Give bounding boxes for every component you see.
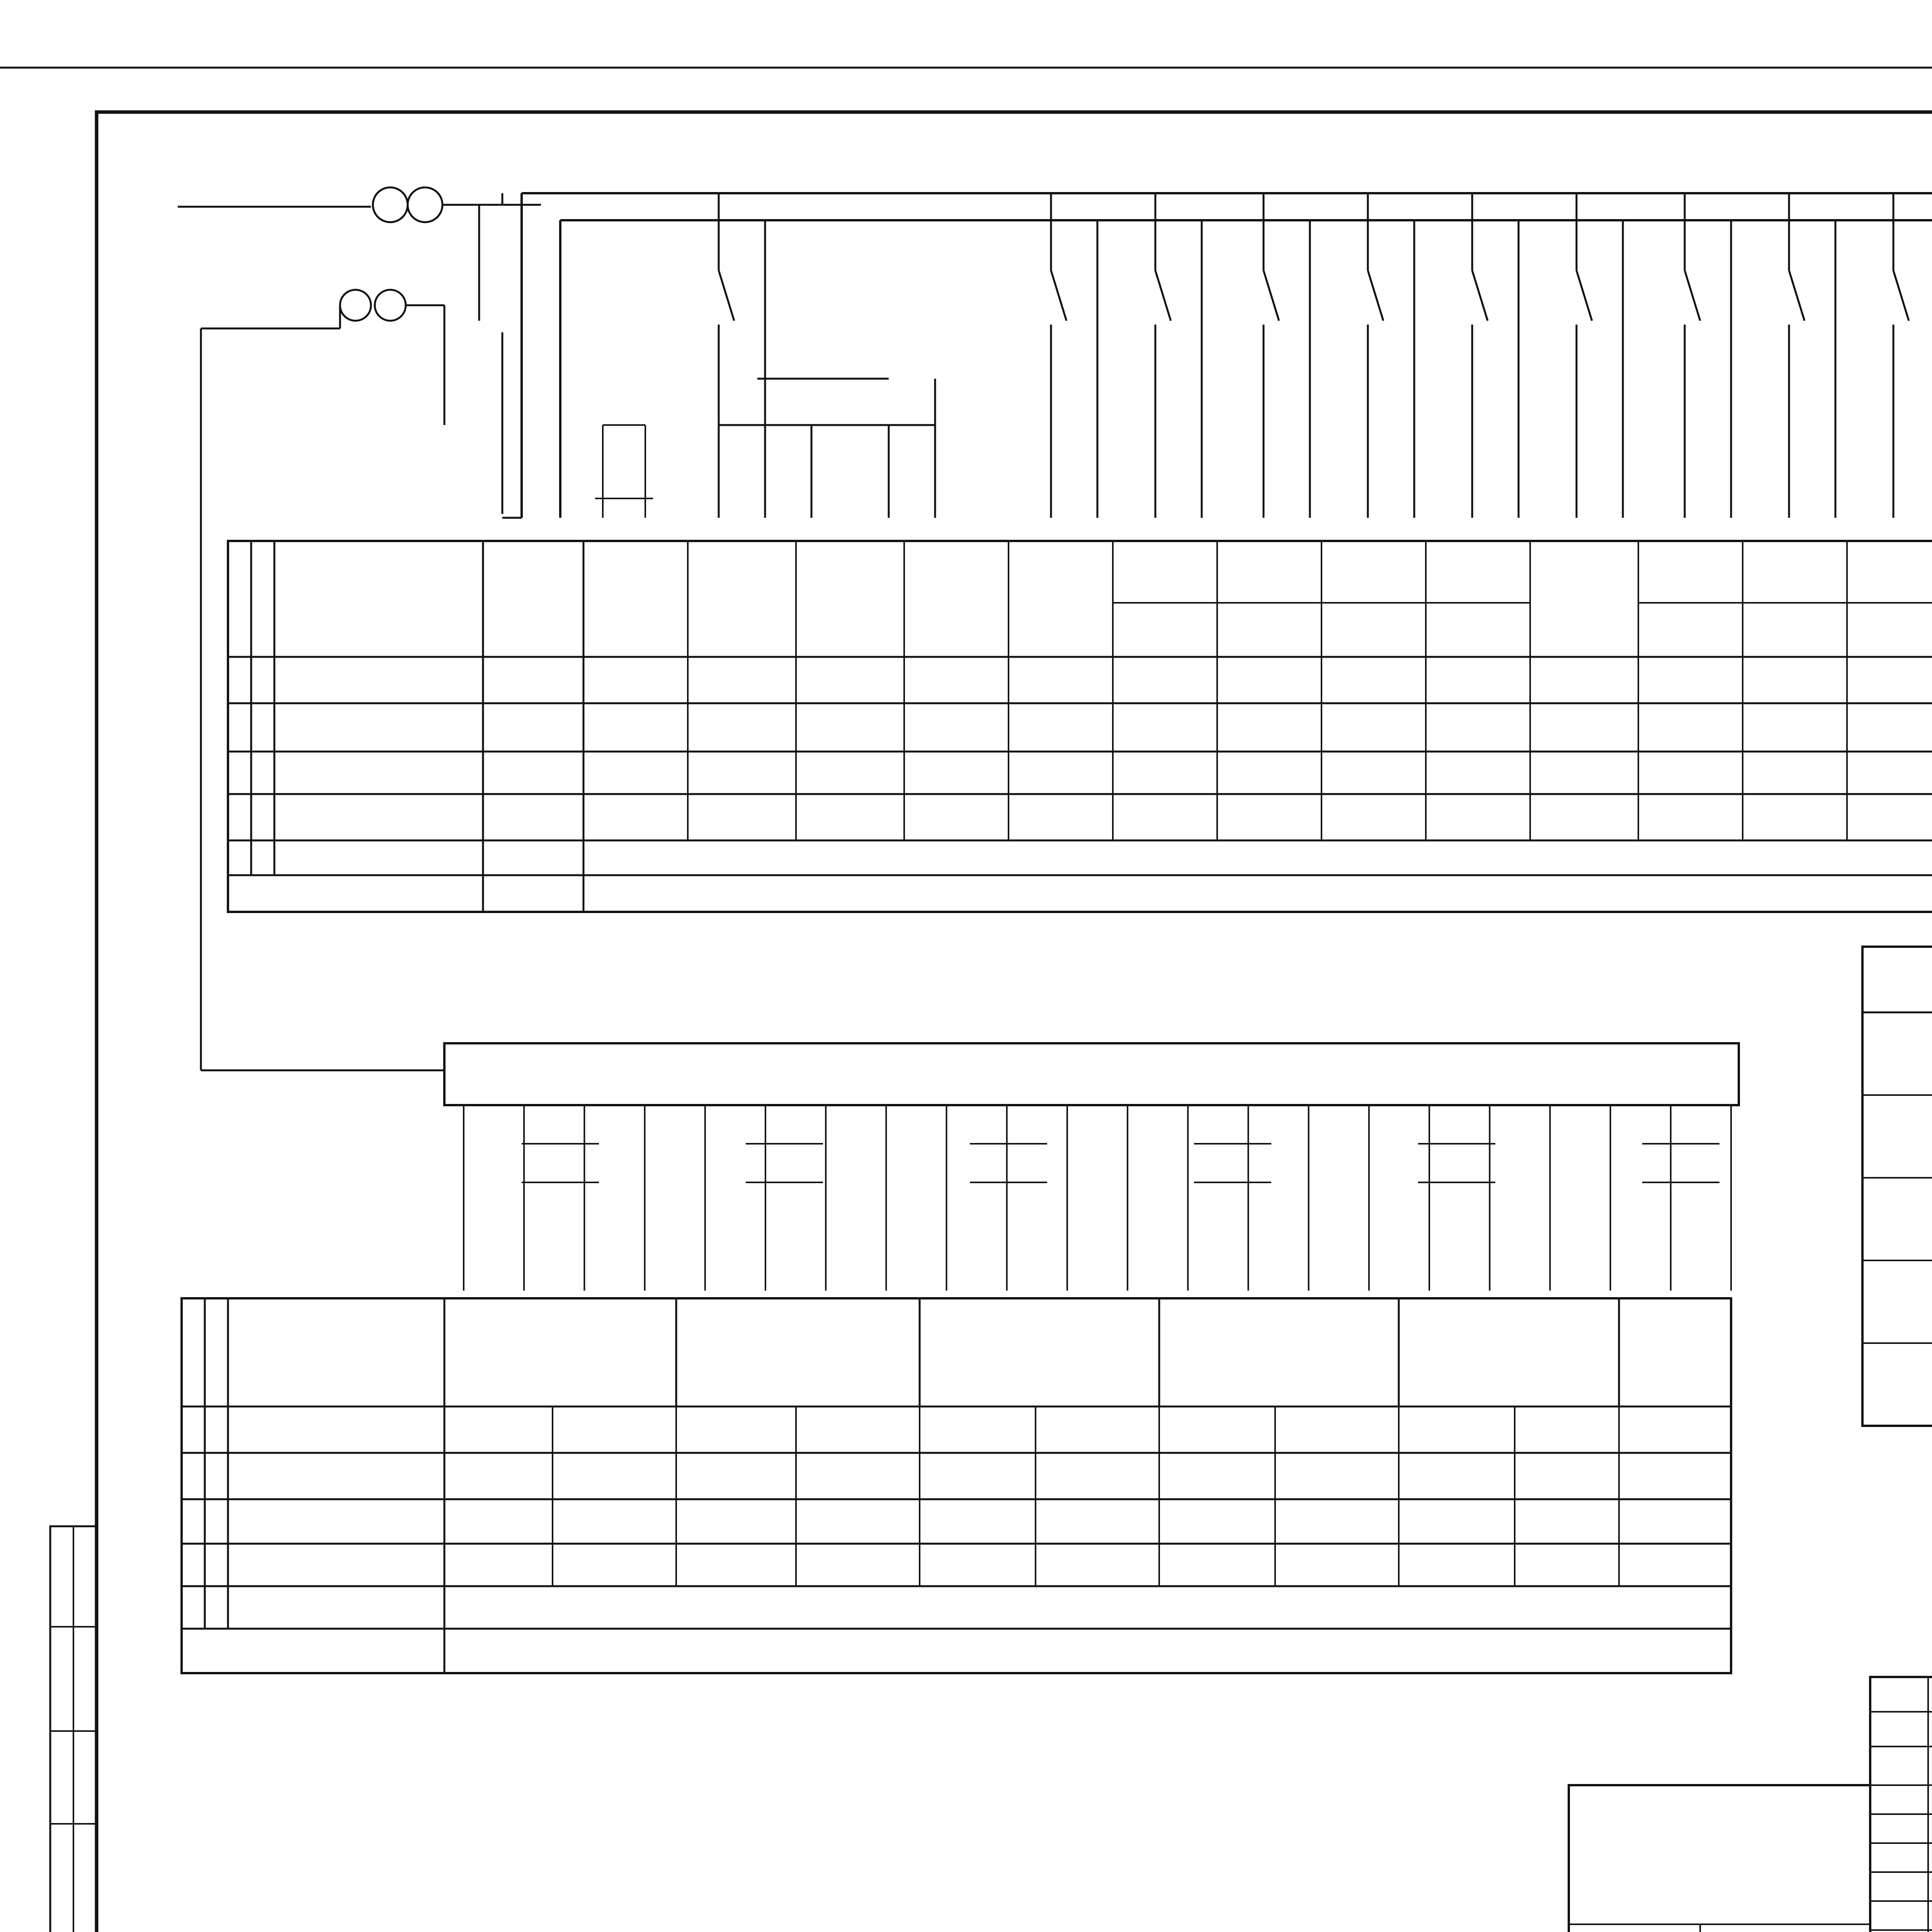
feeder-circle — [373, 187, 408, 222]
stamp-frame — [1870, 1677, 1932, 1932]
feeder-circle — [340, 290, 371, 321]
switch-contact — [1051, 270, 1066, 321]
switch-contact — [719, 270, 734, 321]
switch-contact — [1155, 270, 1171, 321]
drawing-frame — [97, 112, 1932, 1932]
switch-contact — [1685, 270, 1700, 321]
switch-contact — [1472, 270, 1488, 321]
switch-contact — [1789, 270, 1804, 321]
spec-frame — [1862, 947, 1932, 1426]
mid-title-box — [444, 1043, 1739, 1105]
feeder-circle — [408, 187, 442, 222]
switch-contact — [1264, 270, 1279, 321]
stamp-privyazan — [1569, 1785, 1870, 1932]
switch-contact — [1368, 270, 1383, 321]
switch-contact — [1893, 270, 1909, 321]
table2-frame — [182, 1298, 1731, 1673]
feeder-circle — [375, 290, 406, 321]
switch-contact — [1577, 270, 1592, 321]
